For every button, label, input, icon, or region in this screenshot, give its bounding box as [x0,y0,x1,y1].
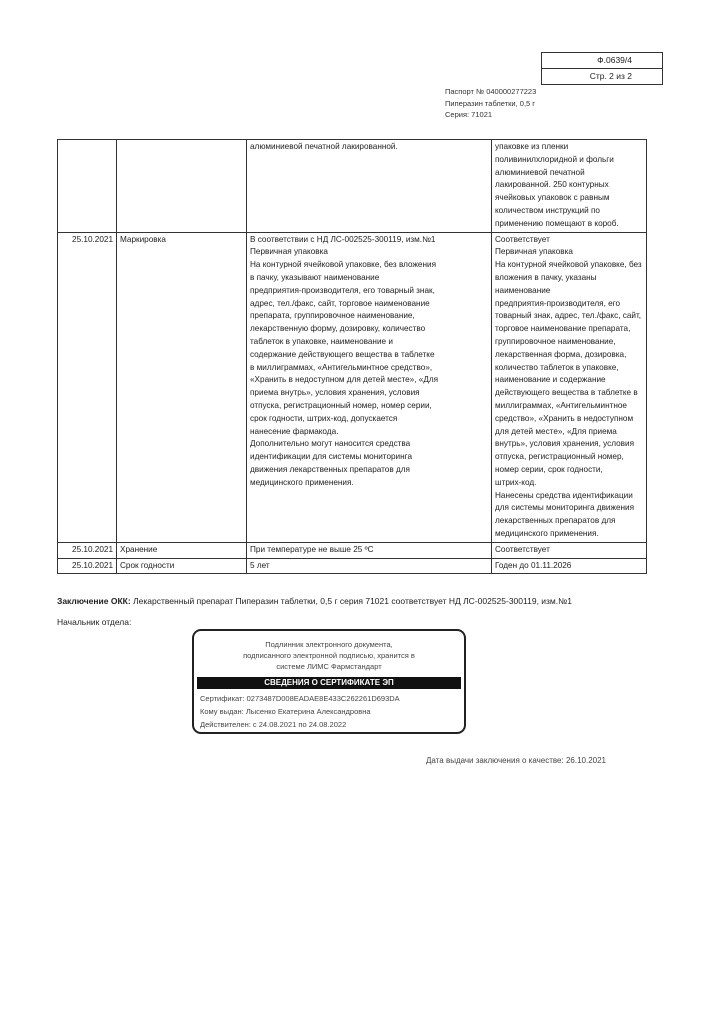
stamp-banner: СВЕДЕНИЯ О СЕРТИФИКАТЕ ЭП [197,677,461,689]
form-code: Ф.0639/4 [597,55,632,65]
e-signature-stamp [192,629,466,734]
table-row [58,140,647,233]
row-requirement: алюминиевой печатной лакированной. [247,140,492,233]
certificate-validity: Действителен: с 24.08.2021 по 24.08.2022 [200,720,347,729]
row-test: Хранение [117,542,247,558]
row-result: Соответствует [492,542,647,558]
row-requirement: 5 лет [247,558,492,574]
head-of-department-label: Начальник отдела: [57,617,132,627]
row-result: Соответствует Первичная упаковка На контурной ячейковой упаковке, без вложения в пачку, указаны наименование предприятия-производителя, его товарный знак, адрес, тел./факс, сайт, торговое наименование препарата, группировочное наименование, лекарственная форма, дозировка, количество таблеток в упаковке, наименование и содержание действующего вещества в таблетке в миллиграммах, «Антигельминтное средство», «Хранить в недоступном для детей месте», «Для приема внутрь», условия хранения, условия отпуска, регистрационный номер, номер серии, срок годности, штрих-код. Нанесены средства идентификации для системы мониторинга движения лекарственных препаратов для медицинского применения. [492,232,647,542]
row-date [58,140,117,233]
row-test: Срок годности [117,558,247,574]
row-date: 25.10.2021 [58,232,117,542]
row-test [117,140,247,233]
stamp-intro-line: системе ЛИМС Фармстандарт [276,662,382,671]
table-row [58,542,647,558]
certificate-serial: Сертификат: 0273487D008EADAE8E433C262261D693DA [200,694,400,703]
table-row [58,232,647,542]
series-number: Серия: 71021 [445,110,493,119]
stamp-intro-line: Подлинник электронного документа, [265,640,393,649]
results-table [57,139,647,574]
row-result: упаковке из пленки поливинилхлоридной и фольги алюминиевой печатной лакированной. 250 контурных ячейковых упаковок с равным количеством инструкций по применению помещают в короб. [492,140,647,233]
certificate-owner: Кому выдан: Лысенко Екатерина Александровна [200,707,371,716]
conclusion-text: Лекарственный препарат Пиперазин таблетки, 0,5 г серия 71021 соответствует НД ЛС-002525-300119, изм.№1 [133,596,572,606]
row-result: Годен до 01.11.2026 [492,558,647,574]
passport-info [445,86,536,121]
table-row [58,558,647,574]
stamp-intro [194,639,464,672]
conclusion [57,596,572,606]
row-date: 25.10.2021 [58,558,117,574]
stamp-intro-line: подписанного электронной подписью, хранится в [243,651,415,660]
row-requirement: При температуре не выше 25 ºС [247,542,492,558]
issue-date: Дата выдачи заключения о качестве: 26.10.2021 [426,756,606,765]
form-code-box [541,52,663,85]
row-requirement: В соответствии с НД ЛС-002525-300119, изм.№1 Первичная упаковка На контурной ячейковой упаковке, без вложения в пачку, указывают наименование предприятия-производителя, его товарный знак, адрес, тел./факс, сайт, торговое наименование препарата, группировочное наименование, лекарственную форму, дозировку, количество таблеток в упаковке, наименование и содержание действующего вещества в таблетке в миллиграммах, «Антигельминтное средство», «Хранить в недоступном для детей месте», «Для приема внутрь», условия хранения, условия отпуска, регистрационный номер, номер серии, срок годности, штрих-код, допускается нанесение фармакода. Дополнительно могут наносится средства идентификации для системы мониторинга движения лекарственных препаратов для медицинского применения. [247,232,492,542]
page-number: Стр. 2 из 2 [542,68,662,84]
row-date: 25.10.2021 [58,542,117,558]
conclusion-label: Заключение ОКК: [57,596,131,606]
passport-number: Паспорт № 040000277223 [445,87,537,96]
product-name: Пиперазин таблетки, 0,5 г [445,98,536,108]
row-test: Маркировка [117,232,247,542]
